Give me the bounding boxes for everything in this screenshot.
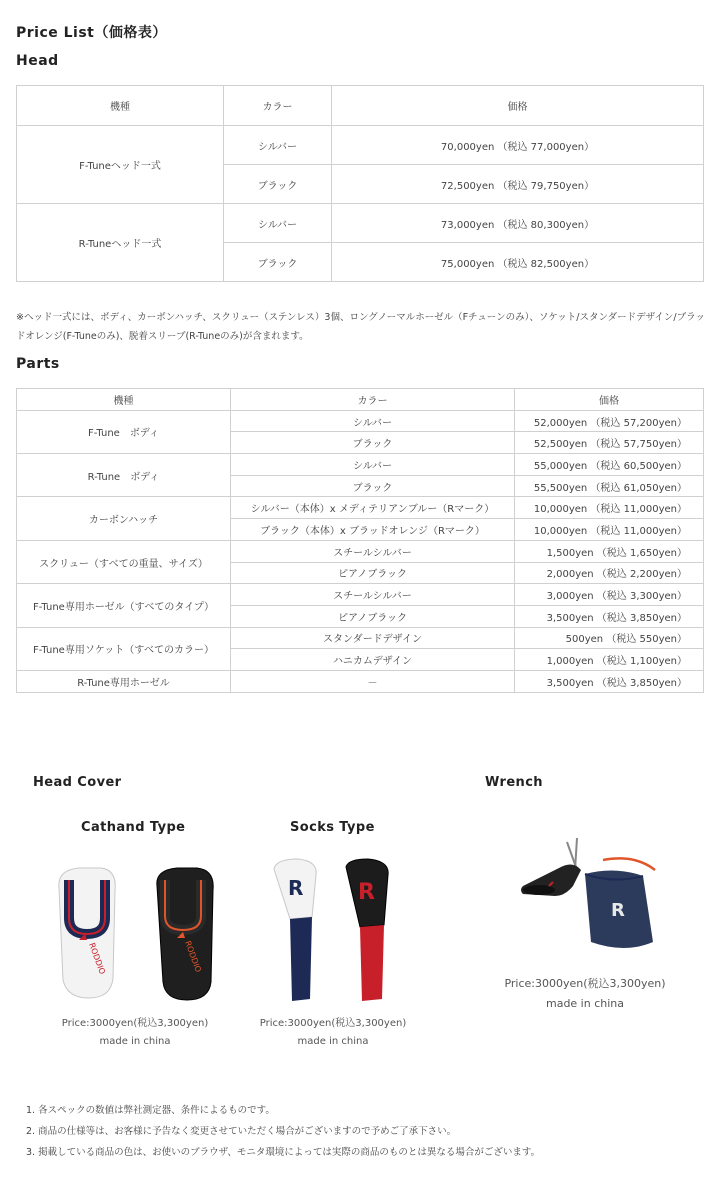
cathand-origin: made in china [99, 1036, 171, 1047]
white-socks-cover [274, 859, 316, 1001]
price-cell: 55,000yen （税込 60,500yen） [515, 454, 704, 476]
model-cell: カーボンハッチ [17, 497, 231, 540]
wrench-title: Wrench [485, 775, 543, 790]
price-cell: 72,500yen （税込 79,750yen） [332, 165, 704, 204]
price-cell: 55,500yen （税込 61,050yen） [515, 475, 704, 497]
table-row [17, 540, 704, 562]
brand-text-white: RODDIO [87, 941, 107, 976]
svg-text:R: R [358, 880, 375, 905]
table-row [17, 670, 704, 692]
table-header-row [17, 86, 704, 126]
svg-text:R: R [611, 900, 625, 921]
model-cell: F-Tuneヘッド一式 [17, 126, 224, 204]
wrench-image [515, 830, 665, 970]
header-price: 価格 [515, 389, 704, 411]
table-row [17, 584, 704, 606]
price-cell: 52,500yen （税込 57,750yen） [515, 432, 704, 454]
color-cell: ブラック（本体）x ブラッドオレンジ（Rマーク） [231, 519, 515, 541]
color-cell: シルバー（本体）x メディテリアンブルー（Rマーク） [231, 497, 515, 519]
price-cell: 2,000yen （税込 2,200yen） [515, 562, 704, 584]
color-cell: ブラック [231, 475, 515, 497]
head-cover-title: Head Cover [33, 775, 122, 790]
head-set-note: ※ヘッド一式には、ボディ、カーボンハッチ、スクリュー（ステンレス）3個、ロングノーマルホーゼル（Fチューンのみ）、ソケット/スタンダードデザイン/ブラッドオレンジ(F-Tuneのみ)、脱着スリーブ(R-Tuneのみ)が含まれます。 [16, 312, 705, 342]
socks-origin: made in china [297, 1036, 369, 1047]
parts-section-title: Parts [16, 356, 60, 372]
header-color: カラー [231, 389, 515, 411]
color-cell: スタンダードデザイン [231, 627, 515, 649]
table-row [17, 497, 704, 519]
color-cell: シルバー [224, 204, 332, 243]
color-cell: シルバー [231, 410, 515, 432]
socks-price: Price:3000yen(税込3,300yen) [259, 1018, 407, 1029]
head-section-title: Head [16, 53, 59, 69]
table-row [17, 627, 704, 649]
color-cell: ハニカムデザイン [231, 649, 515, 671]
cathand-price: Price:3000yen(税込3,300yen) [61, 1018, 209, 1029]
header-color: カラー [224, 86, 332, 126]
price-cell: 70,000yen （税込 77,000yen） [332, 126, 704, 165]
price-cell: 73,000yen （税込 80,300yen） [332, 204, 704, 243]
footnote-1: 1. 各スペックの数値は弊社測定器、条件によるものです。 [26, 1105, 275, 1116]
color-cell: シルバー [231, 454, 515, 476]
color-cell: ブラック [224, 243, 332, 282]
price-cell: 75,000yen （税込 82,500yen） [332, 243, 704, 282]
table-row [17, 454, 704, 476]
socks-headcover-image [260, 855, 400, 1005]
brand-text-black: RODDIO [183, 939, 203, 974]
color-cell: ブラック [224, 165, 332, 204]
table-row [17, 410, 704, 432]
wrench-price: Price:3000yen(税込3,300yen) [504, 977, 666, 990]
price-cell: 1,500yen （税込 1,650yen） [515, 540, 704, 562]
model-cell: R-Tuneヘッド一式 [17, 204, 224, 282]
color-cell: スチールシルバー [231, 540, 515, 562]
footnote-3: 3. 掲載している商品の色は、お使いのブラウザ、モニタ環境によっては実際の商品のものとは異なる場合がございます。 [26, 1147, 541, 1158]
white-cathand-cover [59, 868, 115, 998]
color-cell: － [231, 670, 515, 692]
model-cell: F-Tune専用ソケット（すべてのカラー） [17, 627, 231, 670]
black-socks-cover [346, 859, 388, 1001]
color-cell: ブラック [231, 432, 515, 454]
model-cell: スクリュー（すべての重量、サイズ） [17, 540, 231, 583]
price-cell: 3,000yen （税込 3,300yen） [515, 584, 704, 606]
header-model: 機種 [17, 86, 224, 126]
header-price: 価格 [332, 86, 704, 126]
svg-text:R: R [288, 876, 304, 900]
price-cell: 3,500yen （税込 3,850yen） [515, 670, 704, 692]
color-cell: ピアノブラック [231, 605, 515, 627]
wrench-origin: made in china [545, 997, 624, 1010]
color-cell: シルバー [224, 126, 332, 165]
price-cell: 3,500yen （税込 3,850yen） [515, 605, 704, 627]
color-cell: ピアノブラック [231, 562, 515, 584]
wrench-pouch [585, 858, 655, 948]
color-cell: スチールシルバー [231, 584, 515, 606]
price-cell: 52,000yen （税込 57,200yen） [515, 410, 704, 432]
black-cathand-cover [157, 868, 213, 1000]
header-model: 機種 [17, 389, 231, 411]
wrench-tool [521, 838, 581, 896]
model-cell: F-Tune専用ホーゼル（すべてのタイプ） [17, 584, 231, 627]
price-cell: 10,000yen （税込 11,000yen） [515, 519, 704, 541]
price-cell: 1,000yen （税込 1,100yen） [515, 649, 704, 671]
table-header-row [17, 389, 704, 411]
model-cell: F-Tune ボディ [17, 410, 231, 453]
model-cell: R-Tune専用ホーゼル [17, 670, 231, 692]
table-row [17, 204, 704, 243]
price-cell: 500yen （税込 550yen） [515, 627, 704, 649]
table-row [17, 126, 704, 165]
cathand-headcover-image [45, 860, 225, 1010]
model-cell: R-Tune ボディ [17, 454, 231, 497]
page-title: Price List（価格表） [16, 25, 167, 41]
footnote-2: 2. 商品の仕様等は、お客様に予告なく変更させていただく場合がございますので予めご了承下さい。 [26, 1126, 457, 1137]
cathand-type-title: Cathand Type [81, 820, 186, 835]
head-price-table [16, 85, 704, 282]
parts-price-table [16, 388, 704, 693]
socks-type-title: Socks Type [290, 820, 375, 835]
price-cell: 10,000yen （税込 11,000yen） [515, 497, 704, 519]
